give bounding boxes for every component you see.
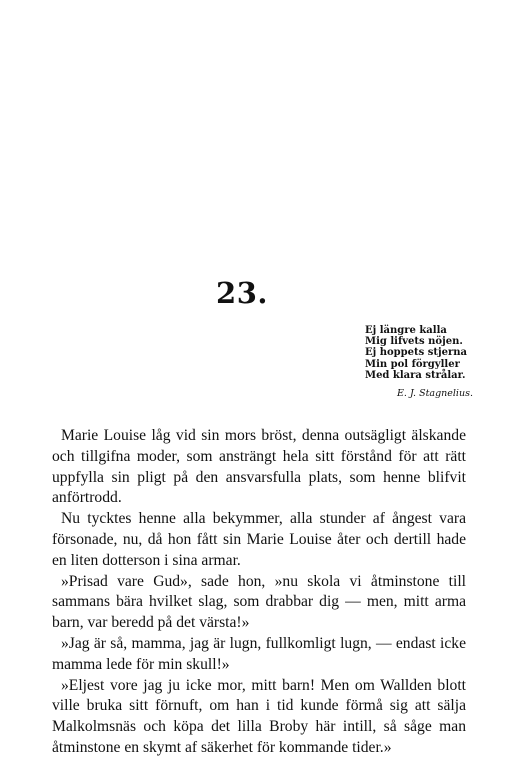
epigraph-line: Med klara strålar.: [365, 369, 466, 381]
epigraph-line: Min pol förgyller: [365, 358, 460, 370]
paragraph: »Jag är så, mamma, jag är lugn, fullkomligt lugn, — endast icke mamma lede för min skull!»: [52, 634, 466, 673]
epigraph-attribution: E. J. Stagnelius.: [397, 388, 473, 400]
body-text: [52, 426, 466, 759]
paragraph: »Prisad vare Gud», sade hon, »nu skola vi åtminstone till sammans bära hvilket slag, som drabbar dig — men, mitt arma barn, var beredd på det värsta!»: [52, 572, 466, 632]
paragraph: »Eljest vore jag ju icke mor, mitt barn! Men om Wallden blott ville bruka sitt förnuft, om han i tid kunde förmå sig att sälja Malkolmsnäs och köpa det lilla Broby här intill, så såge man åtminstone en skymt af säkerhet för kommande tider.»: [52, 676, 466, 756]
epigraph-line: Ej hoppets stjerna: [365, 347, 467, 359]
epigraph-line: Mig lifvets nöjen.: [365, 336, 463, 348]
paragraph: Marie Louise låg vid sin mors bröst, denna outsägligt älskande och tillgifna moder, som ansträngt hela sitt förstånd för att rätt uppfylla sin pligt på den ansvarsfulla plats, som henne blifvit anförtrodd.: [52, 427, 466, 507]
chapter-number: 23.: [216, 276, 268, 310]
epigraph: [365, 325, 477, 399]
epigraph-line: Ej längre kalla: [365, 325, 447, 336]
paragraph: Nu tycktes henne alla bekymmer, alla stunder af ångest vara försonade, nu, då hon fått sin Marie Louise åter och dertill hade en liten dotterson i sina armar.: [52, 510, 466, 569]
